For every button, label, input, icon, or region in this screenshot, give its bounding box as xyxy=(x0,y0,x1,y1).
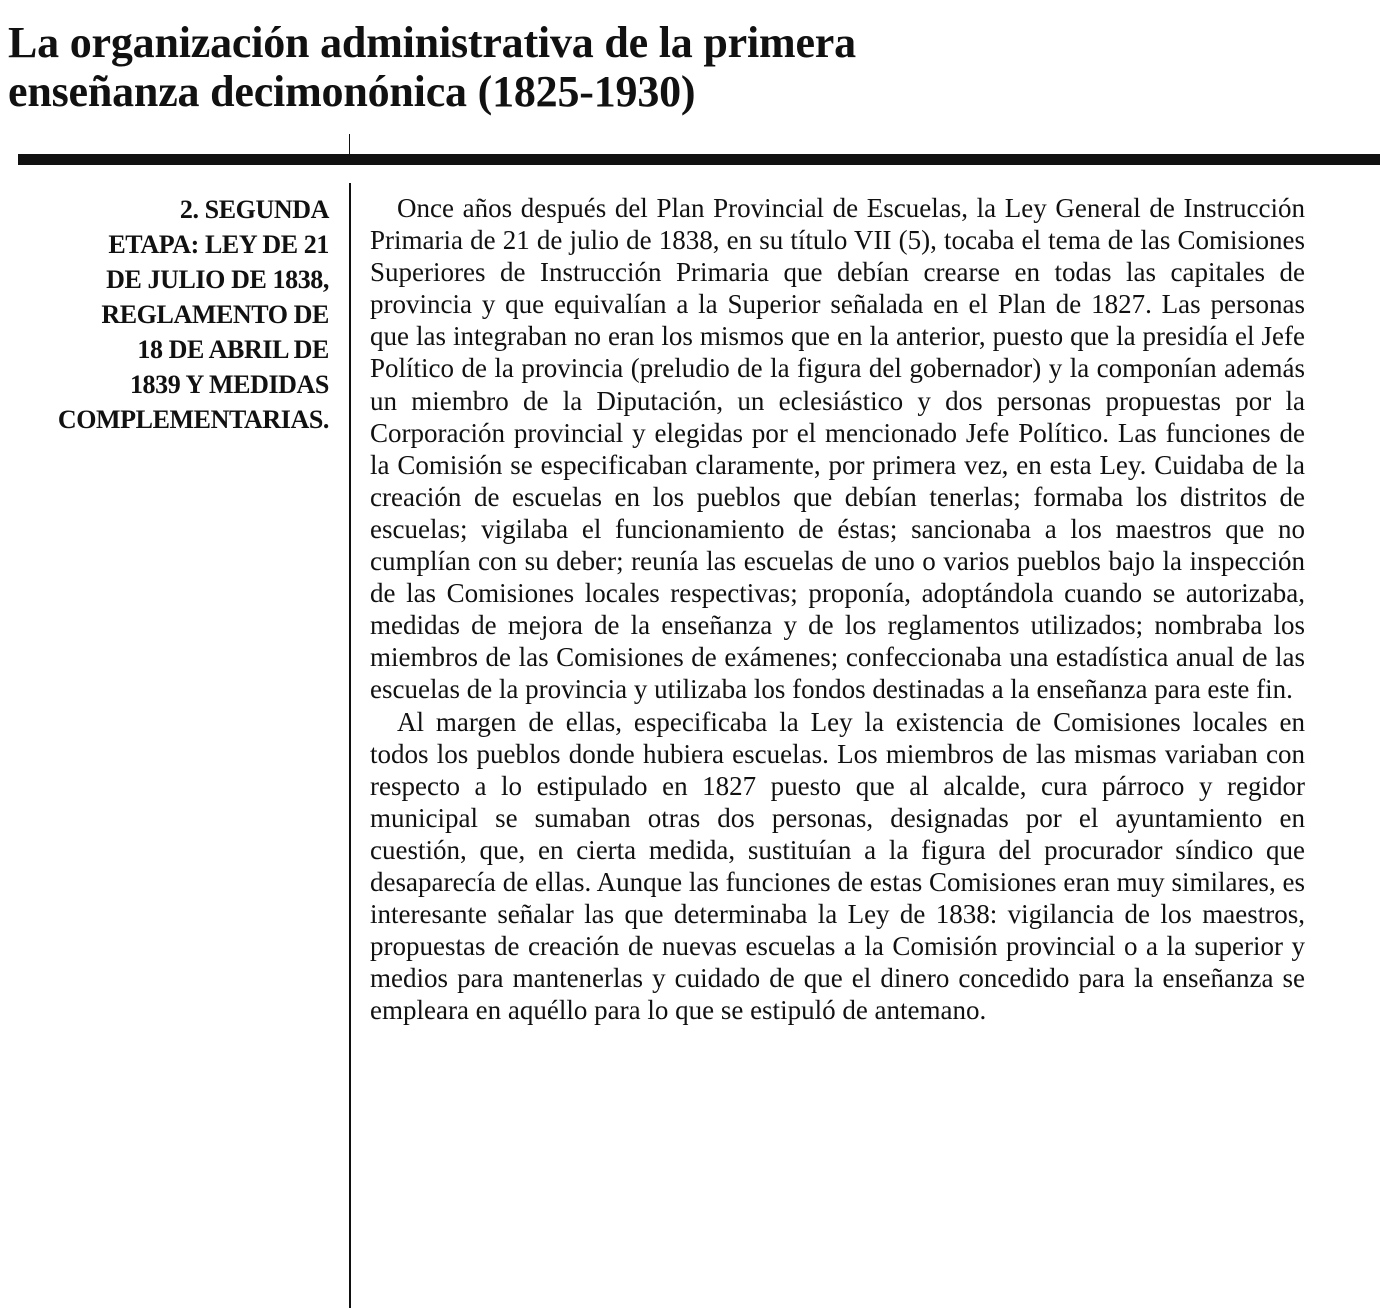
section-heading-line: DE JULIO DE 1838, xyxy=(106,265,329,294)
column-divider xyxy=(349,183,351,1308)
article-title xyxy=(8,18,1208,116)
body-paragraph: Al margen de ellas, especificaba la Ley la existencia de Comisiones locales en todos los pueblos donde hubiera escuelas. Los miembros de las mismas variaban con respecto a lo estipulado en 1827 puesto que al alcalde, cura párroco y regidor municipal se sumaban otras dos personas, designadas por el ayuntamiento en cuestión, que, en cierta medida, sustituían a la figura del procurador síndico que desaparecía de ellas. Aunque las funciones de estas Comisiones eran muy similares, es interesante señalar las que determinaba la Ley de 1838: vigilancia de los maestros, propuestas de creación de nuevas escuelas a la Comisión provincial o a la superior y medios para mantenerlas y cuidado de que el dinero concedido para la enseñanza se empleara en aquéllo para lo que se estipuló de antemano. xyxy=(370,706,1305,1026)
horizontal-rule xyxy=(18,154,1380,165)
section-heading-line: 2. SEGUNDA xyxy=(179,195,329,224)
section-heading-line: COMPLEMENTARIAS. xyxy=(57,405,329,434)
article-title-line: La organización administrativa de la primera xyxy=(8,18,856,67)
article-title-line: enseñanza decimonónica (1825-1930) xyxy=(8,67,696,116)
section-heading-line: ETAPA: LEY DE 21 xyxy=(108,230,329,259)
section-heading-line: REGLAMENTO DE xyxy=(101,300,329,329)
title-tick-mark xyxy=(349,134,350,154)
section-heading xyxy=(0,192,329,437)
section-heading-line: 18 DE ABRIL DE xyxy=(137,335,329,364)
body-text xyxy=(370,192,1305,1026)
section-heading-line: 1839 Y MEDIDAS xyxy=(129,370,329,399)
body-paragraph: Once años después del Plan Provincial de Escuelas, la Ley General de Instrucción Primaria de 21 de julio de 1838, en su título VII (5), tocaba el tema de las Comisiones Superiores de Instrucción Primaria que debían crearse en todas las capitales de provincia y que equivalían a la Superior señalada en el Plan de 1827. Las personas que las integraban no eran los mismos que en la anterior, puesto que la presidía el Jefe Político de la provincia (preludio de la figura del gobernador) y la componían además un miembro de la Diputación, un eclesiástico y dos personas propuestas por la Corporación provincial y elegidas por el mencionado Jefe Político. Las funciones de la Comisión se especificaban claramente, por primera vez, en esta Ley. Cuidaba de la creación de escuelas en los pueblos que debían tenerlas; formaba los distritos de escuelas; vigilaba el funcionamiento de éstas; sancionaba a los maestros que no cumplían con su deber; reunía las escuelas de uno o varios pueblos bajo la inspección de las Comisiones locales respectivas; proponía, adoptándola cuando se autorizaba, medidas de mejora de la enseñanza y de los reglamentos utilizados; nombraba los miembros de las Comisiones de exámenes; confeccionaba una estadística anual de las escuelas de la provincia y utilizaba los fondos destinadas a la enseñanza para este fin. xyxy=(370,193,1305,705)
